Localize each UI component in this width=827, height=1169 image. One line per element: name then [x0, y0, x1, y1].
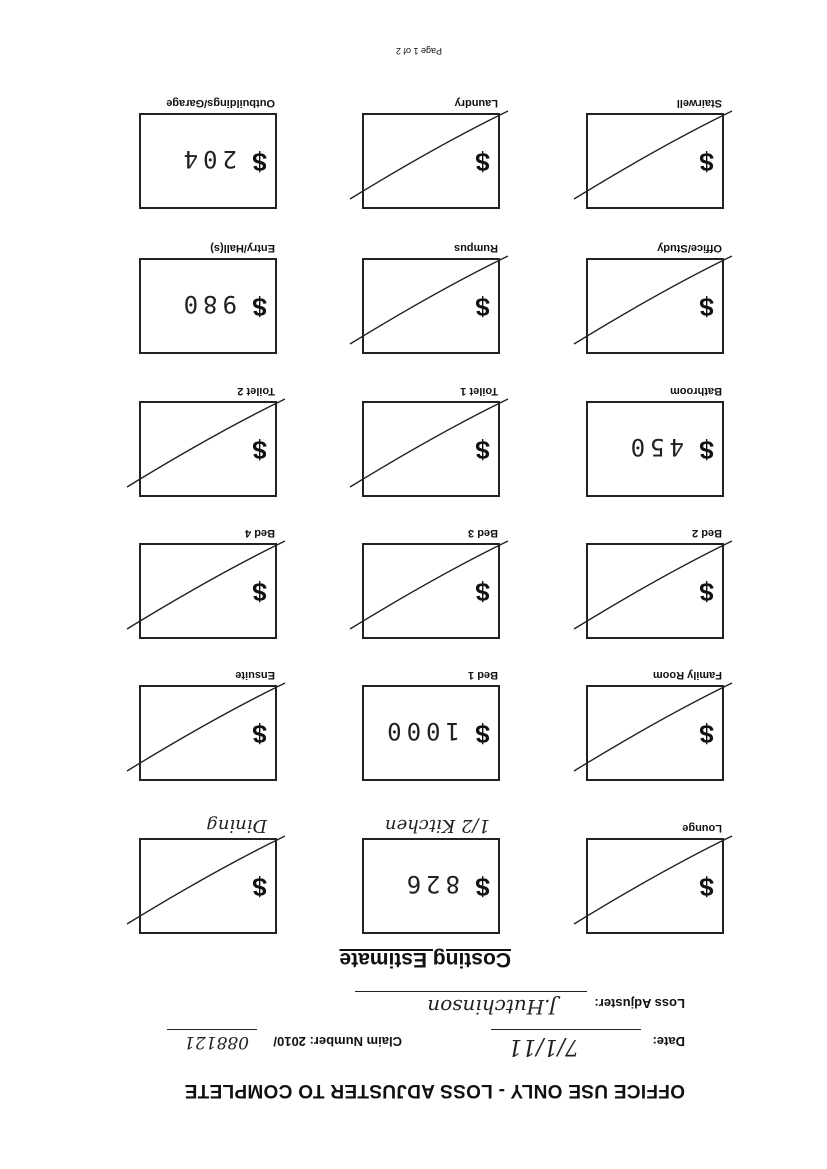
not-applicable-slash: [360, 256, 498, 352]
cost-amount: 1000: [382, 717, 460, 745]
loss-adjuster-label: Loss Adjuster:: [594, 996, 685, 1011]
slash-stroke: [574, 111, 732, 199]
claim-number-value: 088121: [184, 1032, 249, 1052]
cost-box: [139, 113, 277, 209]
cost-box: [362, 113, 500, 209]
dollar-sign: $: [475, 147, 490, 177]
cost-amount: 826: [401, 870, 460, 898]
office-use-heading: OFFICE USE ONLY - LOSS ADJUSTER TO COMPLETE: [184, 1080, 685, 1101]
dollar-sign: $: [252, 292, 267, 322]
cost-box: [139, 543, 277, 639]
room-label: Ensuite: [235, 669, 275, 681]
cost-box: [362, 838, 500, 934]
cost-amount: 204: [178, 145, 237, 173]
slash-stroke: [574, 836, 732, 924]
claim-number-label: Claim Number: 2010/: [273, 1034, 402, 1049]
cost-box: [586, 401, 724, 497]
page-number: Page 1 of 2: [395, 46, 442, 56]
cost-amount: 980: [178, 290, 237, 318]
room-label: Bed 2: [692, 527, 722, 539]
date-underline: [491, 1029, 641, 1031]
cost-box: [362, 543, 500, 639]
room-label: Bed 3: [468, 527, 498, 539]
cost-box: [362, 401, 500, 497]
dollar-sign: $: [475, 292, 490, 322]
cost-box: [586, 543, 724, 639]
room-label: Rumpus: [454, 242, 498, 254]
dollar-sign: $: [475, 435, 490, 465]
dollar-sign: $: [475, 872, 490, 902]
not-applicable-slash: [584, 836, 722, 932]
cost-box: [362, 685, 500, 781]
not-applicable-slash: [584, 683, 722, 779]
not-applicable-slash: [584, 256, 722, 352]
room-label: Laundry: [454, 97, 498, 109]
handwritten-room-label: 1/2 Kitchen: [384, 815, 490, 836]
dollar-sign: $: [252, 577, 267, 607]
room-label: Office/Study: [657, 242, 722, 254]
slash-stroke: [127, 683, 285, 771]
dollar-sign: $: [252, 872, 267, 902]
slash-stroke: [574, 683, 732, 771]
dollar-sign: $: [252, 719, 267, 749]
cost-box: [362, 258, 500, 354]
room-label: Bed 1: [468, 669, 498, 681]
not-applicable-slash: [137, 683, 275, 779]
not-applicable-slash: [137, 836, 275, 932]
not-applicable-slash: [137, 399, 275, 495]
slash-stroke: [350, 541, 508, 629]
dollar-sign: $: [699, 577, 714, 607]
dollar-sign: $: [699, 435, 714, 465]
room-label: Stairwell: [676, 97, 722, 109]
cost-box: [586, 258, 724, 354]
dollar-sign: $: [475, 577, 490, 607]
date-value: 7/1/11: [508, 1034, 579, 1059]
not-applicable-slash: [137, 541, 275, 637]
room-label: Toilet 1: [460, 385, 498, 397]
room-label: Family Room: [652, 669, 722, 681]
cost-amount: 450: [625, 433, 684, 461]
room-label: Toilet 2: [237, 385, 275, 397]
slash-stroke: [350, 111, 508, 199]
not-applicable-slash: [584, 111, 722, 207]
dollar-sign: $: [475, 719, 490, 749]
slash-stroke: [127, 399, 285, 487]
room-label: Outbuildings/Garage: [166, 97, 275, 109]
slash-stroke: [574, 541, 732, 629]
not-applicable-slash: [360, 541, 498, 637]
not-applicable-slash: [584, 541, 722, 637]
room-label: Bathroom: [670, 385, 722, 397]
slash-stroke: [350, 256, 508, 344]
not-applicable-slash: [360, 111, 498, 207]
room-label: Entry/Hall(s): [210, 242, 275, 254]
handwritten-room-label: Dining: [206, 815, 267, 836]
claim-number-underline: [167, 1029, 257, 1031]
room-label: Lounge: [682, 822, 722, 834]
dollar-sign: $: [699, 147, 714, 177]
dollar-sign: $: [699, 719, 714, 749]
cost-box: [586, 838, 724, 934]
slash-stroke: [574, 256, 732, 344]
slash-stroke: [350, 399, 508, 487]
cost-box: [139, 838, 277, 934]
loss-adjuster-underline: [355, 991, 587, 993]
cost-box: [139, 685, 277, 781]
cost-box: [586, 113, 724, 209]
room-label: Bed 4: [245, 527, 275, 539]
slash-stroke: [127, 541, 285, 629]
dollar-sign: $: [252, 147, 267, 177]
dollar-sign: $: [252, 435, 267, 465]
loss-adjuster-value: J.Hutchinson: [427, 995, 557, 1019]
cost-box: [139, 258, 277, 354]
costing-estimate-title: Costing Estimate: [339, 948, 511, 971]
cost-box: [586, 685, 724, 781]
cost-box: [139, 401, 277, 497]
slash-stroke: [127, 836, 285, 924]
dollar-sign: $: [699, 872, 714, 902]
date-label: Date:: [652, 1034, 685, 1049]
not-applicable-slash: [360, 399, 498, 495]
dollar-sign: $: [699, 292, 714, 322]
